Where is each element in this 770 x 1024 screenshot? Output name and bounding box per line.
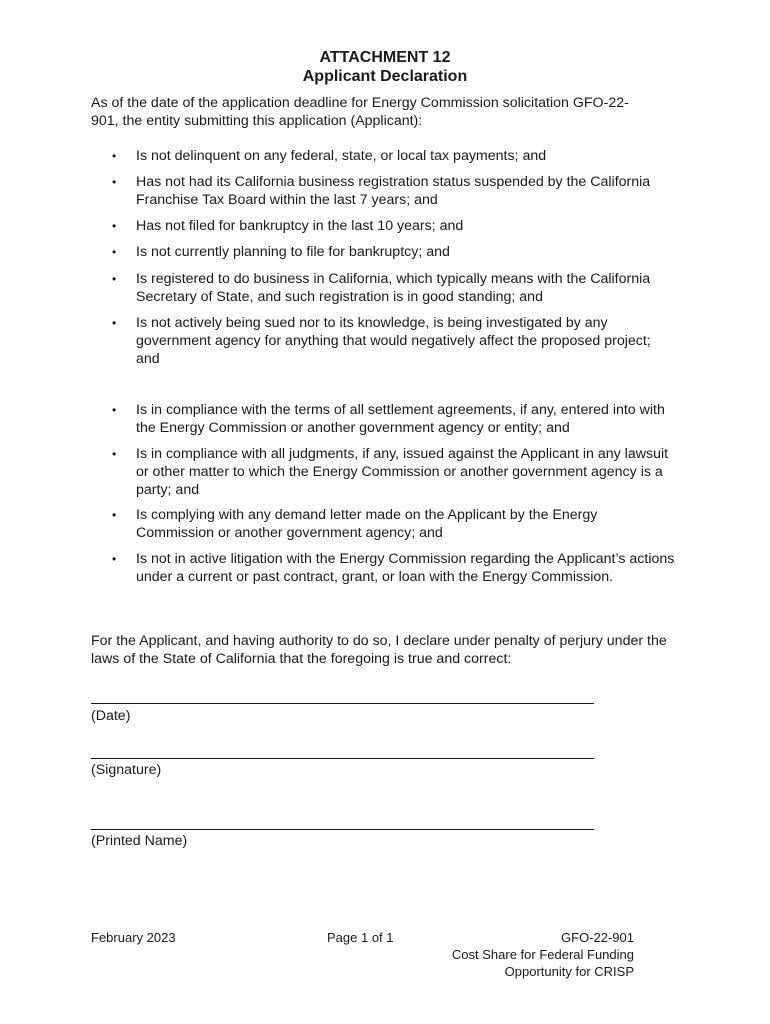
bullet-icon: • xyxy=(112,552,117,566)
list-item xyxy=(112,506,676,542)
list-item xyxy=(112,243,676,261)
footer-program-line-2: Opportunity for CRISP xyxy=(504,964,634,979)
bullet-icon: • xyxy=(112,447,117,461)
bullet-icon: • xyxy=(112,149,117,163)
list-item-text: Has not filed for bankruptcy in the last 10 years; and xyxy=(136,218,464,234)
list-item xyxy=(112,314,676,368)
date-line[interactable] xyxy=(91,703,594,704)
bullet-icon: • xyxy=(112,219,117,233)
footer-page-number: Page 1 of 1 xyxy=(327,930,394,945)
list-item-text: Is not delinquent on any federal, state, or local tax payments; and xyxy=(136,148,547,164)
list-item-text: Is in compliance with the terms of all settlement agreements, if any, entered into with the Energy Commission or another government agency or entity; and xyxy=(136,402,665,436)
list-item xyxy=(112,173,676,209)
list-item-text: Is not actively being sued nor to its knowledge, is being investigated by any government agency for anything that would negatively affect the proposed project; and xyxy=(136,315,651,367)
list-item xyxy=(112,550,676,586)
date-label: (Date) xyxy=(91,708,131,724)
signature-label: (Signature) xyxy=(91,762,162,778)
list-item-text: Is registered to do business in California, which typically means with the California Secretary of State, and such registration is in good standing; and xyxy=(136,271,651,305)
printed-name-line[interactable] xyxy=(91,829,594,830)
list-item xyxy=(112,270,676,306)
bullet-icon: • xyxy=(112,508,117,522)
intro-paragraph: As of the date of the application deadline for Energy Commission solicitation GFO-22-901, the entity submitting this application (Applicant): xyxy=(91,95,629,129)
footer-program-line-1: Cost Share for Federal Funding xyxy=(451,947,634,962)
list-item xyxy=(112,445,676,499)
list-item-text: Is not in active litigation with the Energy Commission regarding the Applicant’s actions under a current or past contract, grant, or loan with the Energy Commission. xyxy=(136,551,675,585)
list-item-text: Is complying with any demand letter made on the Applicant by the Energy Commission or another government agency; and xyxy=(136,507,598,541)
list-item xyxy=(112,217,676,235)
signature-line[interactable] xyxy=(91,758,594,759)
declaration-paragraph: For the Applicant, and having authority to do so, I declare under penalty of perjury under the laws of the State of California that the foregoing is true and correct: xyxy=(91,633,667,667)
document-subtitle: Applicant Declaration xyxy=(302,68,468,85)
footer-solicitation: GFO-22-901 xyxy=(561,930,634,945)
list-item xyxy=(112,147,676,165)
list-item-text: Has not had its California business registration status suspended by the California Franchise Tax Board within the last 7 years; and xyxy=(136,174,651,208)
list-item-text: Is in compliance with all judgments, if any, issued against the Applicant in any lawsuit or other matter to which the Energy Commission or another government agency is a party; and xyxy=(136,446,669,498)
bullet-icon: • xyxy=(112,175,117,189)
bullet-icon: • xyxy=(112,403,117,417)
bullet-icon: • xyxy=(112,316,117,330)
footer-date: February 2023 xyxy=(91,930,176,945)
printed-name-label: (Printed Name) xyxy=(91,833,188,849)
bullet-icon: • xyxy=(112,245,117,259)
list-item xyxy=(112,401,676,437)
document-title: ATTACHMENT 12 xyxy=(319,49,451,66)
list-item-text: Is not currently planning to file for bankruptcy; and xyxy=(136,244,450,260)
bullet-icon: • xyxy=(112,272,117,286)
